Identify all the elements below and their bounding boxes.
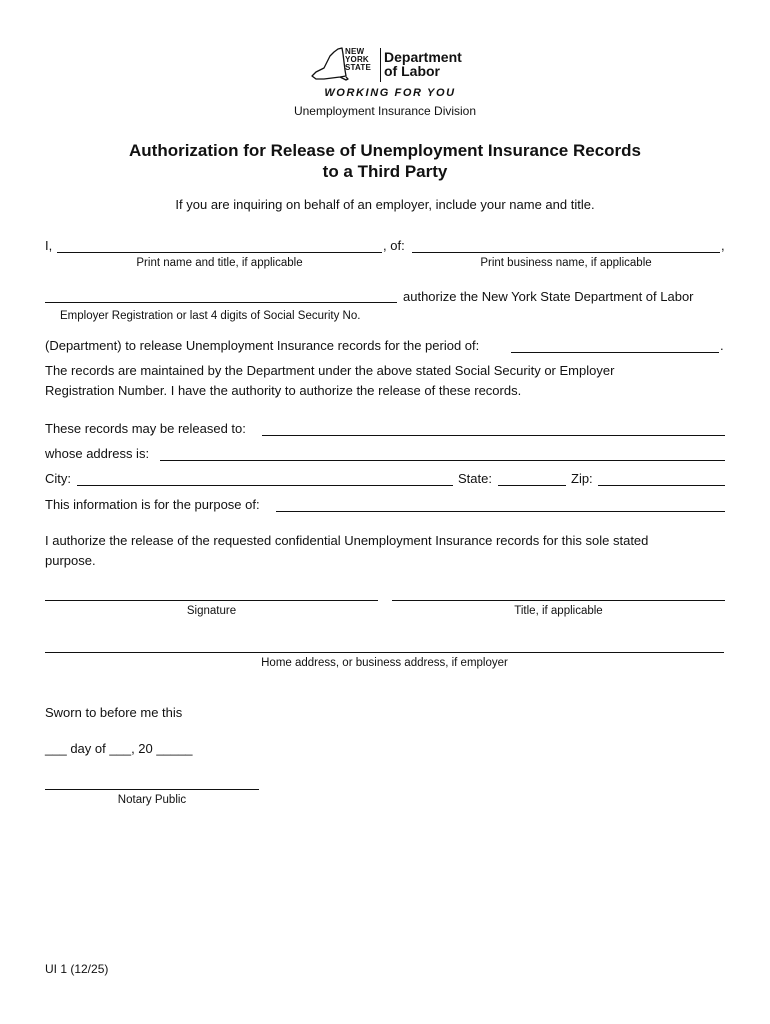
authorization-paragraph-line-1: I authorize the release of the requested confidential Unemployment Insurance records for this sole stated — [45, 533, 649, 548]
records-paragraph-line-2: Registration Number. I have the authority to authorize the release of these records. — [45, 383, 522, 398]
tagline: WORKING FOR YOU — [324, 87, 456, 99]
authorization-paragraph-line-2: purpose. — [45, 553, 96, 568]
released-to-label: These records may be released to: — [45, 421, 246, 436]
title-field[interactable] — [392, 600, 725, 601]
state-line-state: STATE — [345, 63, 372, 72]
year-prefix: , 20 — [131, 741, 153, 756]
year-blank[interactable]: _____ — [156, 741, 193, 756]
business-name-field[interactable] — [412, 252, 720, 253]
registration-ssn-field[interactable] — [45, 302, 397, 303]
signature-caption: Signature — [186, 605, 237, 617]
trailing-comma: , — [721, 238, 725, 253]
state-line-york: YORK — [345, 55, 369, 64]
records-paragraph — [45, 361, 735, 401]
state-field[interactable] — [498, 485, 566, 486]
state-line-new: NEW — [345, 47, 365, 56]
department-wordmark — [384, 50, 462, 78]
form-title-line-1: Authorization for Release of Unemployment Insurance Records — [129, 141, 641, 160]
city-field[interactable] — [77, 485, 453, 486]
zip-field[interactable] — [598, 485, 725, 486]
purpose-field[interactable] — [276, 511, 725, 512]
business-name-caption: Print business name, if applicable — [480, 257, 652, 269]
title-caption: Title, if applicable — [514, 605, 603, 617]
home-address-field[interactable] — [45, 652, 724, 653]
form-id: UI 1 (12/25) — [45, 962, 109, 976]
day-of-label: day of — [70, 741, 106, 756]
state-label: State: — [458, 471, 492, 486]
form-title-line-2: to a Third Party — [322, 162, 448, 181]
dept-line-1: Department — [384, 49, 462, 65]
authorize-text: authorize the New York State Department of Labor — [403, 289, 694, 304]
name-title-field[interactable] — [57, 252, 382, 253]
address-field[interactable] — [160, 460, 725, 461]
instruction-text: If you are inquiring on behalf of an employer, include your name and title. — [175, 197, 595, 212]
notary-date-line — [45, 741, 193, 756]
name-title-caption: Print name and title, if applicable — [136, 257, 303, 269]
authorization-paragraph — [45, 531, 735, 571]
month-blank[interactable]: ___ — [109, 741, 132, 756]
period-field[interactable] — [511, 352, 719, 353]
records-paragraph-line-1: The records are maintained by the Department under the above stated Social Security or Employer — [45, 363, 615, 378]
i-label: I, — [45, 238, 53, 253]
purpose-label: This information is for the purpose of: — [45, 497, 260, 512]
city-label: City: — [45, 471, 71, 486]
state-wordmark — [345, 48, 371, 72]
division-name: Unemployment Insurance Division — [293, 104, 477, 118]
logo-divider — [380, 48, 381, 82]
period-end-dot: . — [720, 338, 724, 353]
sworn-text: Sworn to before me this — [45, 705, 183, 720]
release-period-text: (Department) to release Unemployment Insurance records for the period of: — [45, 338, 480, 353]
dept-line-2: of Labor — [384, 63, 440, 79]
form-title — [0, 140, 770, 182]
released-to-field[interactable] — [262, 435, 725, 436]
of-label: , of: — [383, 238, 405, 253]
signature-field[interactable] — [45, 600, 378, 601]
home-address-caption: Home address, or business address, if employer — [261, 657, 508, 669]
new-york-state-outline-icon — [310, 46, 350, 82]
day-blank[interactable]: ___ — [45, 741, 67, 756]
address-label: whose address is: — [45, 446, 150, 461]
registration-ssn-caption: Employer Registration or last 4 digits of Social Security No. — [60, 310, 361, 322]
notary-signature-field[interactable] — [45, 789, 259, 790]
zip-label: Zip: — [571, 471, 593, 486]
notary-caption: Notary Public — [117, 794, 187, 806]
